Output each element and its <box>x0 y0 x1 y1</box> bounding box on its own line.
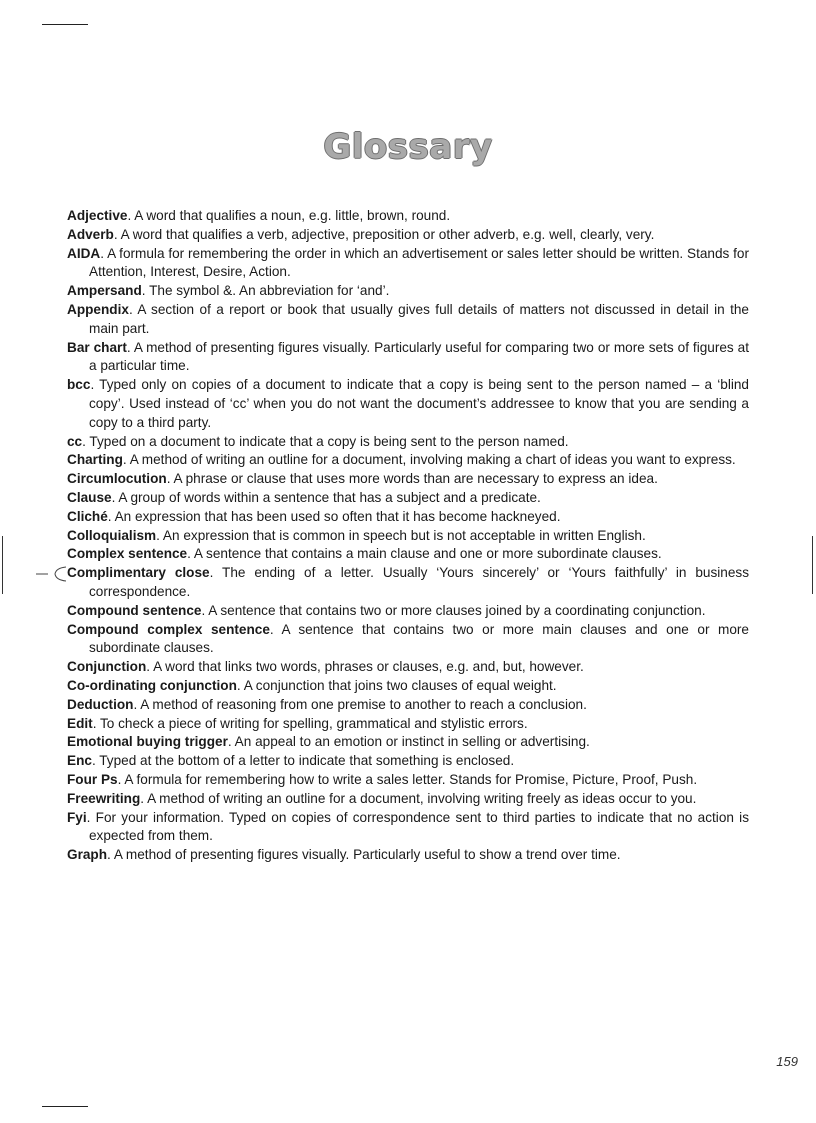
glossary-term: Charting <box>67 452 123 468</box>
glossary-entry <box>67 527 749 546</box>
glossary-entry <box>67 621 749 659</box>
glossary-entry <box>67 809 749 847</box>
glossary-term: AIDA <box>67 245 101 261</box>
glossary-entry <box>67 470 749 489</box>
glossary-term: Appendix <box>67 301 129 317</box>
glossary-term: Complex sentence <box>67 546 188 562</box>
glossary-definition: . The symbol &. An abbreviation for ‘and’. <box>141 283 390 299</box>
glossary-term: Adjective <box>67 208 128 223</box>
glossary-entry <box>67 677 749 696</box>
glossary-term: Colloquialism <box>67 527 157 543</box>
glossary-definition: . A method of writing an outline for a document, involving writing freely as ideas occur to you. <box>140 790 697 806</box>
glossary-definition: . A method of reasoning from one premise to another to reach a conclusion. <box>133 696 587 712</box>
glossary-definition: . Typed only on copies of a document to indicate that a copy is being sent to the person named – a ‘blind copy’. Used instead of ‘cc’ when you do not want the document’s addressee to know that you are sending a copy to a third party. <box>89 377 749 430</box>
glossary-definition: . A formula for remembering how to write a sales letter. Stands for Promise, Picture, Proof, Push. <box>117 771 698 787</box>
glossary-term: Complimentary close <box>67 565 210 581</box>
glossary-definition: . A sentence that contains two or more clauses joined by a coordinating conjunction. <box>201 602 706 618</box>
glossary-term: Enc <box>67 753 92 769</box>
glossary-definition: . Typed at the bottom of a letter to indicate that something is enclosed. <box>91 753 515 769</box>
glossary-term: Ampersand <box>67 283 142 299</box>
glossary-definition: . An expression that is common in speech but is not acceptable in written English. <box>156 527 646 543</box>
glossary-term: Conjunction <box>67 659 147 675</box>
glossary-definition: . A word that qualifies a verb, adjective, preposition or other adverb, e.g. well, clearly, very. <box>113 226 655 242</box>
glossary-entry <box>67 752 749 771</box>
glossary-term: Fyi <box>67 809 87 825</box>
glossary-entry <box>67 207 749 226</box>
margin-bracket-mark <box>36 566 66 582</box>
glossary-definition: . An appeal to an emotion or instinct in selling or advertising. <box>227 734 590 750</box>
margin-rule-left <box>2 536 3 594</box>
glossary-definition: . To check a piece of writing for spelling, grammatical and stylistic errors. <box>92 715 528 731</box>
glossary-entry <box>67 564 749 602</box>
glossary-definition: . A group of words within a sentence that has a subject and a predicate. <box>111 489 541 505</box>
glossary-entry <box>67 301 749 339</box>
page-title: Glossary <box>323 126 493 167</box>
glossary-definition: . For your information. Typed on copies of correspondence sent to third parties to indicate that no action is expected from them. <box>86 809 749 844</box>
margin-rule-right <box>812 536 813 594</box>
glossary-definition: . A phrase or clause that uses more words than are necessary to express an idea. <box>166 471 658 487</box>
glossary-entry <box>67 602 749 621</box>
glossary-term: Cliché <box>67 508 108 524</box>
glossary-entry <box>67 245 749 283</box>
glossary-definition: . A method of writing an outline for a document, involving making a chart of ideas you want to express. <box>122 452 736 468</box>
glossary-term: cc <box>67 433 83 449</box>
glossary-entry <box>67 846 749 865</box>
crop-mark-bottom <box>42 1106 88 1107</box>
glossary-definition: . An expression that has been used so often that it has become hackneyed. <box>107 508 561 524</box>
glossary-definition: . A method of presenting figures visually. Particularly useful to show a trend over time. <box>107 847 621 863</box>
glossary-entry <box>67 658 749 677</box>
glossary-term: Adverb <box>67 226 114 242</box>
glossary-definition: . A formula for remembering the order in which an advertisement or sales letter should be written. Stands for Attention, Interest, Desire, Action. <box>89 245 749 280</box>
crop-mark-top <box>42 24 88 25</box>
glossary-definition: . A word that links two words, phrases or clauses, e.g. and, but, however. <box>146 659 584 675</box>
glossary-term: Co-ordinating conjunction <box>67 677 237 693</box>
glossary-list <box>67 207 749 865</box>
glossary-entry <box>67 339 749 377</box>
glossary-term: Deduction <box>67 696 134 712</box>
glossary-definition: . A conjunction that joins two clauses of equal weight. <box>236 677 557 693</box>
glossary-entry <box>67 790 749 809</box>
glossary-term: Compound complex sentence <box>67 621 270 637</box>
glossary-definition: . A sentence that contains a main clause and one or more subordinate clauses. <box>187 546 662 562</box>
glossary-term: Clause <box>67 489 112 505</box>
glossary-term: bcc <box>67 377 91 393</box>
glossary-entry <box>67 508 749 527</box>
page-number: 159 <box>776 1054 798 1069</box>
glossary-entry <box>67 733 749 752</box>
glossary-entry <box>67 376 749 432</box>
glossary-definition: . A section of a report or book that usually gives full details of matters not discussed in detail in the main part. <box>89 301 749 336</box>
glossary-entry <box>67 545 749 564</box>
glossary-definition: . A method of presenting figures visually. Particularly useful for comparing two or more sets of figures at a particular time. <box>89 339 749 374</box>
glossary-definition: . Typed on a document to indicate that a copy is being sent to the person named. <box>82 433 569 449</box>
glossary-definition: . A sentence that contains two or more main clauses and one or more subordinate clauses. <box>89 621 749 656</box>
glossary-term: Bar chart <box>67 339 127 355</box>
glossary-term: Graph <box>67 847 108 863</box>
glossary-entry <box>67 489 749 508</box>
glossary-entry <box>67 433 749 452</box>
glossary-entry <box>67 282 749 301</box>
glossary-term: Four Ps <box>67 771 118 787</box>
glossary-entry <box>67 451 749 470</box>
glossary-term: Circumlocution <box>67 471 167 487</box>
glossary-entry <box>67 226 749 245</box>
glossary-term: Compound sentence <box>67 602 202 618</box>
glossary-term: Edit <box>67 715 93 731</box>
glossary-entry <box>67 715 749 734</box>
glossary-entry <box>67 771 749 790</box>
glossary-definition: . The ending of a letter. Usually ‘Yours sincerely’ or ‘Yours faithfully’ in business correspondence. <box>89 565 749 599</box>
glossary-definition: . A word that qualifies a noun, e.g. little, brown, round. <box>127 208 451 223</box>
glossary-term: Freewriting <box>67 790 141 806</box>
glossary-term: Emotional buying trigger <box>67 734 228 750</box>
glossary-entry <box>67 696 749 715</box>
